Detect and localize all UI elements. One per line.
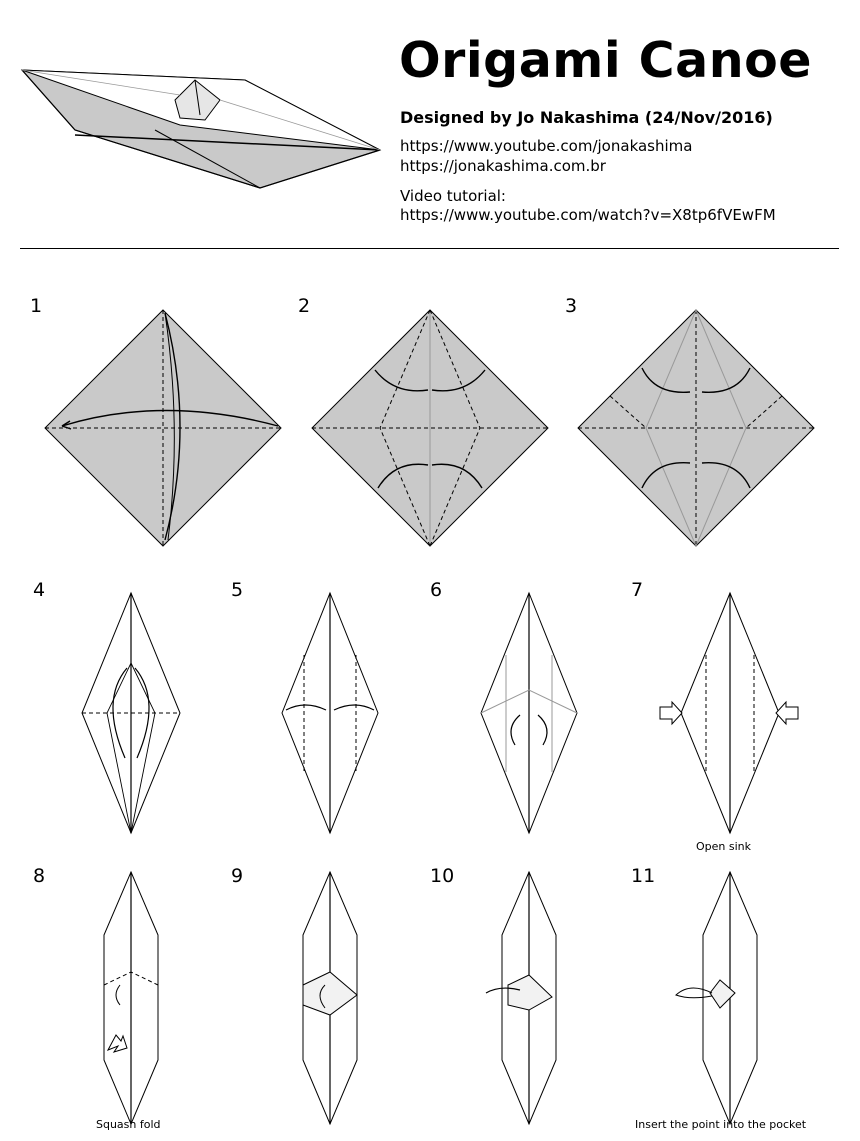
designer-credit: Designed by Jo Nakashima (24/Nov/2016) (400, 108, 773, 127)
step-number-11: 11 (631, 865, 656, 887)
step-number-3: 3 (565, 295, 578, 317)
step-7-caption: Open sink (696, 840, 752, 853)
step-number-6: 6 (430, 579, 443, 601)
website-link[interactable]: https://jonakashima.com.br (400, 157, 606, 175)
step-number-1: 1 (30, 295, 43, 317)
video-tutorial-label: Video tutorial: (400, 187, 506, 205)
step-11-caption: Insert the point into the pocket (635, 1118, 807, 1131)
step-number-7: 7 (631, 579, 644, 601)
step-number-8: 8 (33, 865, 46, 887)
video-tutorial-link[interactable]: https://www.youtube.com/watch?v=X8tp6fVEwFM (400, 206, 776, 224)
step-number-9: 9 (231, 865, 244, 887)
step-number-2: 2 (298, 295, 311, 317)
step-number-5: 5 (231, 579, 244, 601)
youtube-channel-link[interactable]: https://www.youtube.com/jonakashima (400, 137, 693, 155)
step-number-10: 10 (430, 865, 455, 887)
step-number-4: 4 (33, 579, 46, 601)
page-title: Origami Canoe (399, 32, 812, 89)
step-8-caption: Squash fold (96, 1118, 161, 1131)
